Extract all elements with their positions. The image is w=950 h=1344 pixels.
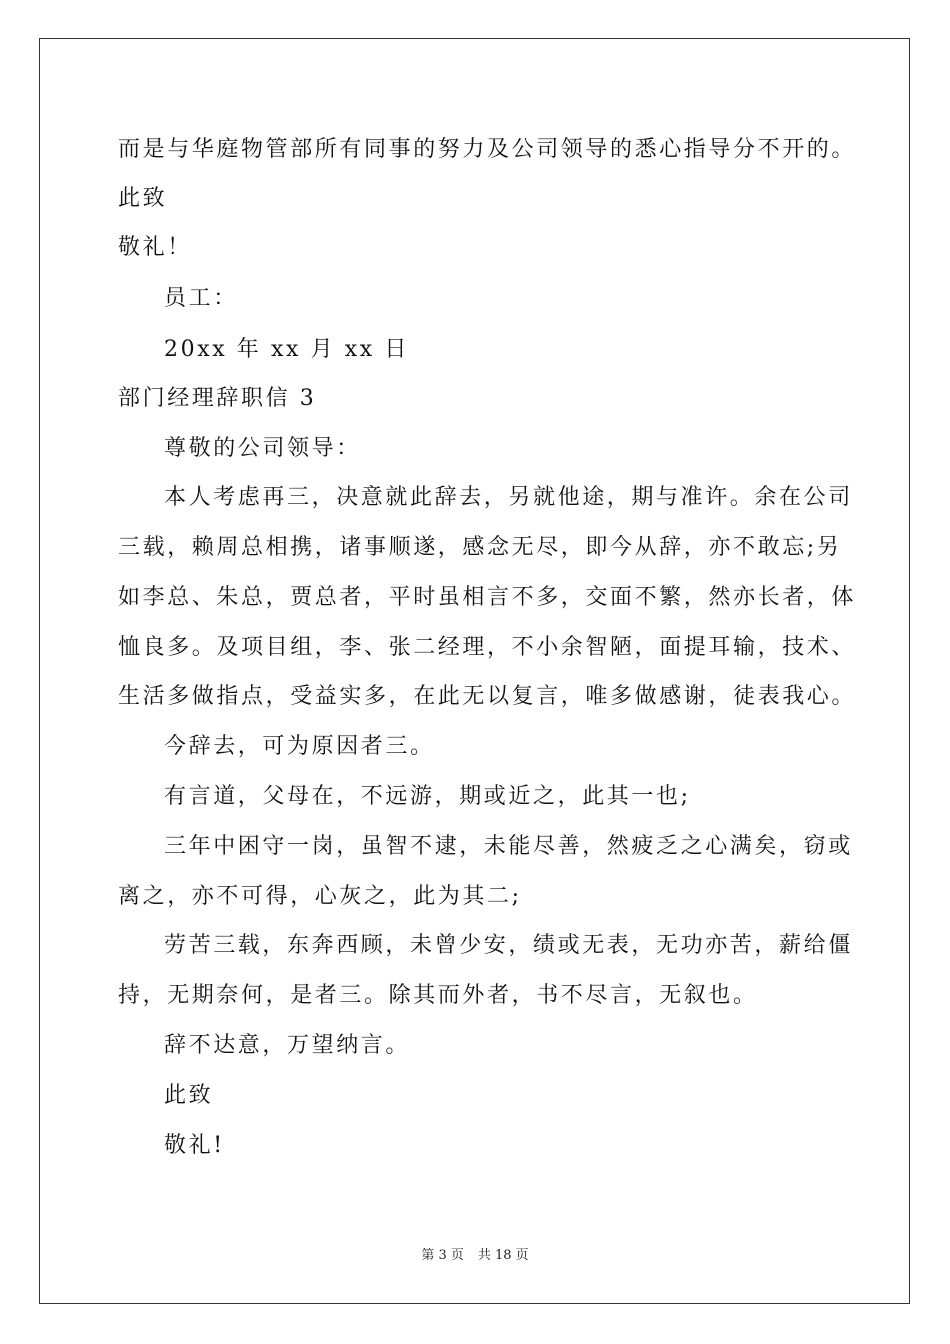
paragraph-1-line-4: 恤良多。及项目组，李、张二经理，不小余智陋，面提耳输，技术、 xyxy=(118,635,857,660)
paragraph-5-line-2: 持，无期奈何，是者三。除其而外者，书不尽言，无叙也。 xyxy=(118,983,758,1008)
closing-line-1: 此致 xyxy=(118,186,168,211)
closing-line-2: 此致 xyxy=(164,1083,214,1108)
signature-label: 员工： xyxy=(164,286,238,311)
date-line: 20xx 年 xx 月 xx 日 xyxy=(164,337,410,362)
paragraph-1-line-1: 本人考虑再三，决意就此辞去，另就他途，期与准许。余在公司 xyxy=(164,485,853,510)
page-footer xyxy=(0,1247,950,1265)
paragraph-4-line-2: 离之，亦不可得，心灰之，此为其二; xyxy=(118,884,522,909)
greeting-line: 尊敬的公司领导： xyxy=(164,436,361,461)
paragraph-4-line-1: 三年中困守一岗，虽智不逮，未能尽善，然疲乏之心满矣，窃或 xyxy=(164,834,853,859)
paragraph-6-line-1: 辞不达意，万望纳言。 xyxy=(164,1033,411,1058)
body-line-1: 而是与华庭物管部所有同事的努力及公司领导的悉心指导分不开的。 xyxy=(118,137,857,162)
paragraph-2-line-1: 今辞去，可为原因者三。 xyxy=(164,734,435,759)
section-title: 部门经理辞职信 3 xyxy=(118,386,317,411)
page-total: 共 18 页 xyxy=(477,1248,529,1263)
paragraph-1-line-5: 生活多做指点，受益实多，在此无以复言，唯多做感谢，徒表我心。 xyxy=(118,684,857,709)
paragraph-5-line-1: 劳苦三载，东奔西顾，未曾少安，绩或无表，无功亦苦，薪给僵 xyxy=(164,933,853,958)
salutation-line-1: 敬礼！ xyxy=(118,235,192,260)
paragraph-1-line-3: 如李总、朱总，贾总者，平时虽相言不多，交面不繁，然亦长者，体 xyxy=(118,585,857,610)
page-number: 第 3 页 xyxy=(421,1248,464,1263)
salutation-line-2: 敬礼! xyxy=(164,1133,225,1158)
paragraph-3-line-1: 有言道，父母在，不远游，期或近之，此其一也; xyxy=(164,784,691,809)
paragraph-1-line-2: 三载，赖周总相携，诸事顺遂，感念无尽，即今从辞，亦不敢忘;另 xyxy=(118,535,842,560)
page-border xyxy=(39,38,910,1304)
